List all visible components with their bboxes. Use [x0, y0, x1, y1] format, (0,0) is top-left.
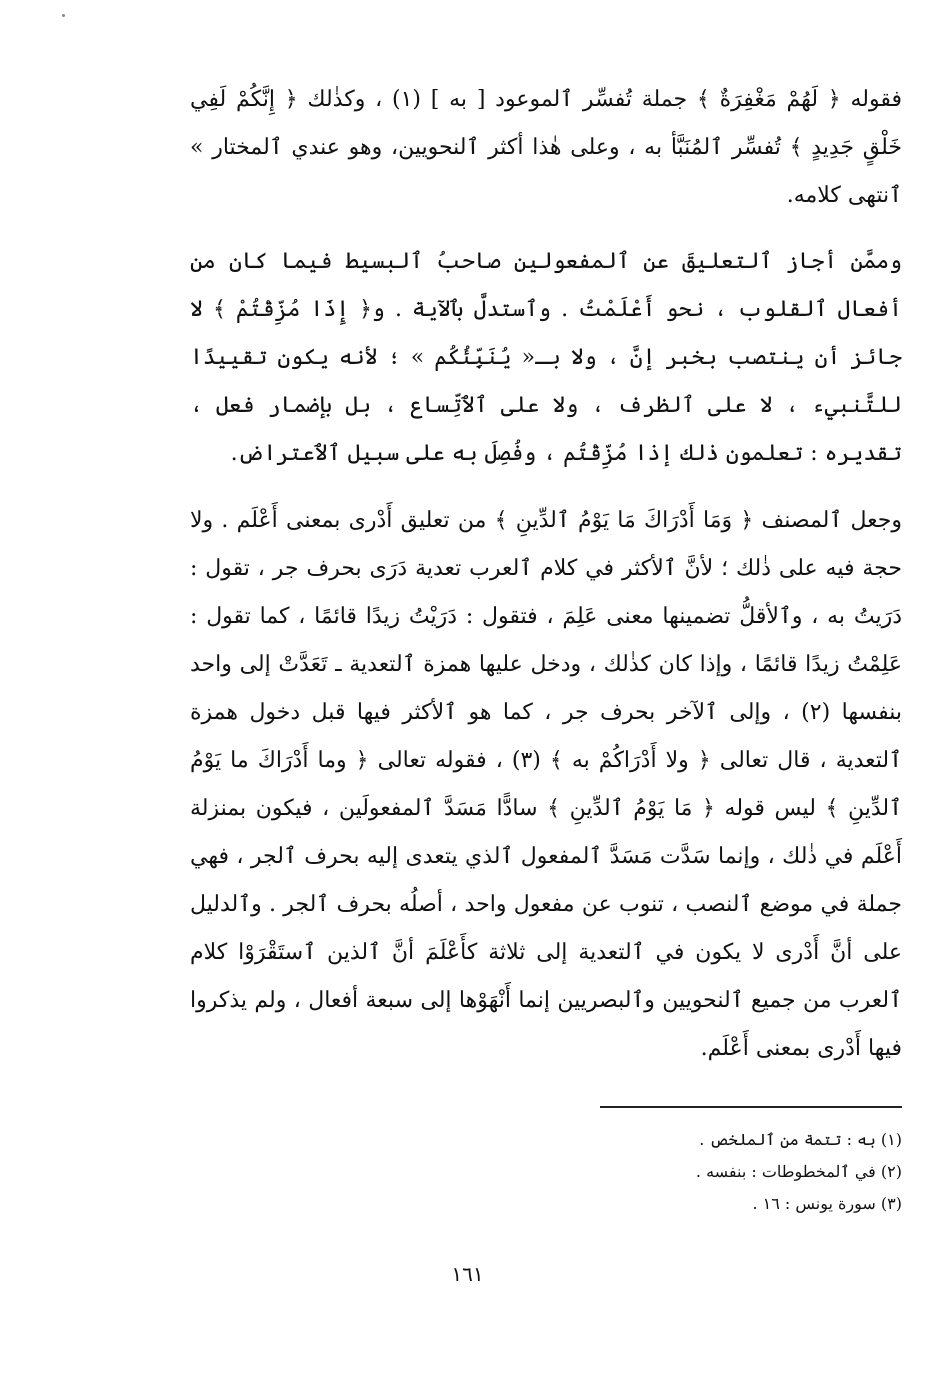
scan-speck: [62, 14, 65, 17]
footnote-divider: [600, 1106, 902, 1108]
footnote-3: (٣) سورة يونس : ١٦ .: [752, 1194, 902, 1213]
paragraph-1: [190, 76, 902, 220]
page-number: ١٦١: [451, 1262, 484, 1286]
paragraph-3: [190, 497, 902, 1073]
footnote-1: (١) به : تتمة من ٱلملخص .: [699, 1130, 902, 1149]
paragraph-text: وممَّن أجاز ٱلتعليقَ عن ٱلمفعولين صاحبُ ٱلبسيط فيما كان من أفعال ٱلقلوب ، نحو أَعْلَمْتُ . وٱستدلَّ بٱلآية . و﴿ إِذَا مُزِّقْتُمْ ﴾ لا جائز أن ينتصب بخبر إنَّ ، ولا بـ« يُنَبِّئُكُم » ؛ لأنه يكون تقييدًا للتَّنبيء ، لا على ٱلظرف ، ولا على ٱلٱتِّساع ، بل بإضمار فعل ، تقديره : تعلمون ذٰلك إذا مُزِّقْتُم ، وفُصِلَ به على سبيل ٱلٱعتراض.: [190, 249, 902, 466]
footnotes: [500, 1124, 902, 1220]
paragraph-2: [190, 238, 902, 478]
footnote-2: (٢) في ٱلمخطوطات : بنفسه .: [695, 1162, 902, 1181]
paragraph-text: وجعل ٱلمصنف ﴿ وَمَا أَدْرَاكَ مَا يَوْمُ ٱلدِّينِ ﴾ من تعليق أَدْرى بمعنى أَعْلَم . ولا حجة فيه على ذٰلك ؛ لأنَّ ٱلأكثر في كلام ٱلعرب تعدية دَرَى بحرف جر ، تقول : دَرَيتُ به ، وٱلأقلُّ تضمينها معنى عَلِمَ ، فتقول : دَرَيْتُ زيدًا قائمًا ، كما تقول : عَلِمْتُ زيدًا قائمًا ، وإذا كان كذٰلك ، ودخل عليها همزة ٱلتعدية ـ تَعَدَّتْ إلى واحد بنفسها (٢) ، وإلى ٱلآخر بحرف جر ، كما هو ٱلأكثر فيها قبل دخول همزة ٱلتعدية ، قال تعالى ﴿ ولا أَدْرَاكُمْ به ﴾ (٣) ، فقوله تعالى ﴿ وما أَدْرَاكَ ما يَوْمُ ٱلدِّينِ ﴾ ليس قوله ﴿ مَا يَوْمُ ٱلدِّينِ ﴾ سادًّا مَسَدَّ ٱلمفعولَين ، فيكون بمنزلة أَعْلَم في ذٰلك ، وإنما سَدَّت مَسَدَّ ٱلمفعول ٱلذي يتعدى إليه بحرف ٱلجر ، فهي جملة في موضع ٱلنصب ، تنوب عن مفعول واحد ، أصلُه بحرف ٱلجر . وٱلدليل على أنَّ أَدْرى لا يكون في ٱلتعدية إلى ثلاثة كأَعْلَمَ أنَّ ٱلذين ٱستَقْرَوْا كلام ٱلعرب من جميع ٱلنحويين وٱلبصريين إنما أَنْهَوْها إلى سبعة أفعال ، ولم يذكروا فيها أَدْرى بمعنى أَعْلَم.: [190, 508, 903, 1061]
paragraph-text: فقوله ﴿ لَهُمْ مَغْفِرَةٌ ﴾ جملة تُفسِّر ٱلموعود [ به ] (١) ، وكذٰلك ﴿ إِنَّكُمْ لَفِي خَلْقٍ جَدِيدٍ ﴾ تُفسِّر ٱلمُنَبَّأ به ، وعلى هٰذا أكثر ٱلنحويين، وهو عندي ٱلمختار » ٱنتهى كلامه.: [190, 87, 902, 208]
